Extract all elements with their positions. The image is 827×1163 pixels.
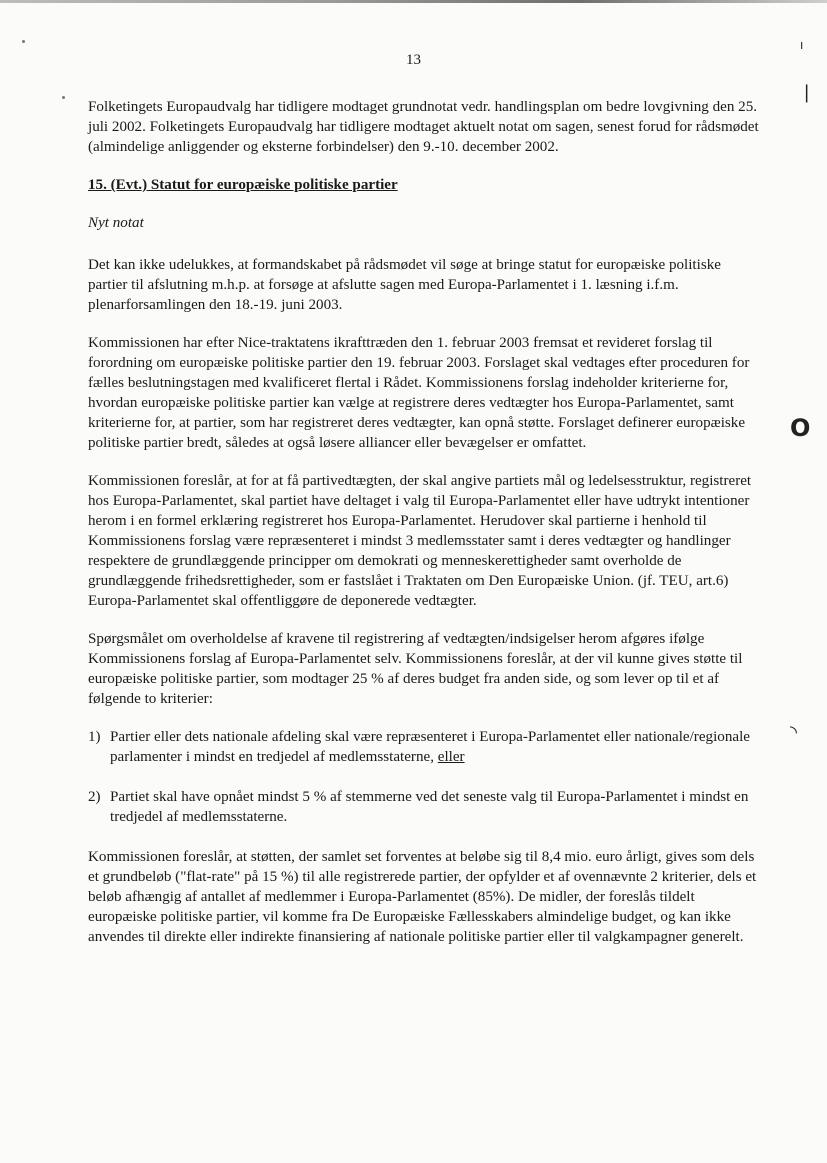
criteria-list-item	[88, 727, 760, 767]
section-heading: 15. (Evt.) Statut for europæiske politiske partier	[88, 177, 398, 193]
list-number: 2)	[88, 789, 101, 805]
criterion-text: Partiet skal have opnået mindst 5 % af stemmerne ved det seneste valg til Europa-Parlamentet i mindst en tredjedel af medlemsstaterne.	[110, 789, 749, 825]
list-text	[110, 727, 760, 767]
paragraph-europaudvalg: Folketingets Europaudvalg har tidligere modtaget grundnotat vedr. handlingsplan om bedre lovgivning den 25. juli 2002. Folketingets Europaudvalg har tidligere modtaget aktuelt notat om sagen, senest forud for rådsmødet (almindelige anliggender og eksterne forbindelser) den 9.-10. december 2002.	[88, 99, 759, 155]
underlined-eller: eller	[437, 749, 465, 765]
criteria-list-item	[88, 787, 760, 827]
section-subheading: Nyt notat	[88, 215, 144, 231]
document-body	[88, 97, 760, 965]
paragraph-kommissionen-forslag: Kommissionen har efter Nice-traktatens ikrafttræden den 1. februar 2003 fremsat et revideret forslag til forordning om europæiske politiske partier den 19. februar 2003. Forslaget skal vedtages efter proceduren for fælles beslutningstagen med kvalificeret flertal i Rådet. Kommissionens forslag indeholder kriterierne for, hvordan europæiske politiske partier kan vælge at registrere deres vedtægter hos Europa-Parlamentet, samt kriterierne for, at partier, som har registreret deres vedtægter, kan opnå støtte. Forslaget definerer europæiske politiske partier bredt, således at også løsere alliancer eller bevægelser er omfattet.	[88, 335, 750, 451]
binder-hole-mark: O	[790, 414, 811, 442]
list-number: 1)	[88, 729, 101, 745]
paragraph-partivedtaegt: Kommissionen foreslår, at for at få partivedtægten, der skal angive partiets mål og ledelsesstruktur, registreret hos Europa-Parlamentet, skal partiet have deltaget i valg til Europa-Parlamentet eller have udtrykt intentioner herom i en formel erklæring registreret hos Europa-Parlamentet. Herudover skal partierne i henhold til Kommissionens forslag være repræsenteret i mindst 3 medlemsstater samt i deres vedtægter og handlinger respektere de grundlæggende principper om demokrati og menneskerettigheder samt overholde de grundlæggende frihedsrettigheder, som er fastslået i Traktaten om Den Europæiske Union. (jf. TEU, art.6) Europa-Parlamentet skal offentliggøre de deponerede vedtægter.	[88, 473, 752, 609]
margin-tick-mark: ❘	[799, 82, 815, 103]
criterion-text: Partier eller dets nationale afdeling skal være repræsenteret i Europa-Parlamentet eller nationale/regionale parlamenter i mindst en tredjedel af medlemsstaterne,	[110, 729, 750, 765]
margin-tick-mark: ı	[800, 38, 804, 52]
paragraph-formandskabet: Det kan ikke udelukkes, at formandskabet på rådsmødet vil søge at bringe statut for europæiske politiske partier til afslutning m.h.p. at forsøge at afslutte sagen med Europa-Parlamentet i 1. læsning i.f.m. plenarforsamlingen den 18.-19. juni 2003.	[88, 257, 721, 313]
scan-speck	[22, 40, 25, 43]
scan-speck	[62, 96, 65, 99]
page-number: 13	[406, 52, 421, 68]
scan-top-edge	[0, 0, 827, 3]
paragraph-stoette: Kommissionen foreslår, at støtten, der samlet set forventes at beløbe sig til 8,4 mio. euro årligt, gives som dels et grundbeløb ("flat-rate" på 15 %) til alle registrerede partier, der opfylder et af ovennævnte 2 kriterier, dels et beløb afhængig af antallet af medlemmer i Europa-Parlamentet (85%). De midler, der foreslås tildelt europæiske politiske partier, vil komme fra De Europæiske Fællesskabers almindelige budget, og kan ikke anvendes til direkte eller indirekte finansiering af nationale politiske partier eller til valgkampagner generelt.	[88, 849, 757, 945]
binder-hole-mark: ◝	[790, 722, 797, 743]
paragraph-spoergsmaal: Spørgsmålet om overholdelse af kravene til registrering af vedtægten/indsigelser herom afgøres ifølge Kommissionens forslag af Europa-Parlamentet selv. Kommissionens foreslår, at der vil kunne gives støtte til europæiske politiske partier, som modtager 25 % af deres budget fra anden side, og som lever op til et af følgende to kriterier:	[88, 631, 743, 707]
